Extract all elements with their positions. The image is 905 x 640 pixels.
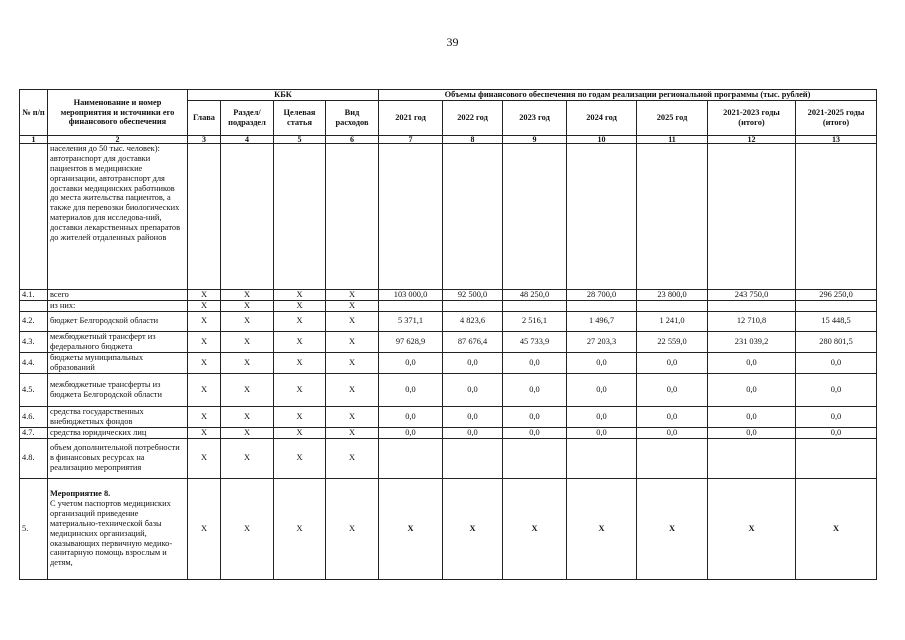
header-year-col: 2023 год bbox=[503, 100, 567, 135]
empty-cell bbox=[796, 143, 877, 289]
value-cell bbox=[567, 438, 637, 478]
empty-cell bbox=[637, 143, 708, 289]
kbk-cell: Х bbox=[221, 300, 274, 311]
row-name: средства юридических лиц bbox=[48, 427, 188, 438]
value-cell: 0,0 bbox=[503, 352, 567, 373]
value-cell bbox=[708, 300, 796, 311]
value-cell: 103 000,0 bbox=[379, 289, 443, 300]
kbk-cell: Х bbox=[274, 300, 326, 311]
value-cell: 296 250,0 bbox=[796, 289, 877, 300]
kbk-cell: Х bbox=[188, 478, 221, 579]
header-kbk-col: Целевая статья bbox=[274, 100, 326, 135]
measure-8-text: С учетом паспортов медицинских организаций приведение материально-технической базы медицинских организаций, оказывающих первичную медико-санитарную помощь взрослым и детям, bbox=[50, 498, 173, 568]
value-cell: Х bbox=[637, 478, 708, 579]
value-cell bbox=[637, 438, 708, 478]
header-volumes: Объемы финансового обеспечения по годам реализации региональной программы (тыс. рублей) bbox=[379, 90, 877, 101]
kbk-cell: Х bbox=[326, 406, 379, 427]
row-num: 4.8. bbox=[20, 438, 48, 478]
column-number: 3 bbox=[188, 135, 221, 143]
table-row bbox=[20, 406, 877, 427]
kbk-cell: Х bbox=[326, 289, 379, 300]
value-cell: 27 203,3 bbox=[567, 331, 637, 352]
value-cell: 15 448,5 bbox=[796, 311, 877, 331]
measure-8-title: Мероприятие 8. bbox=[50, 489, 111, 498]
column-number: 8 bbox=[443, 135, 503, 143]
value-cell: 0,0 bbox=[796, 427, 877, 438]
value-cell: 0,0 bbox=[567, 352, 637, 373]
value-cell: 48 250,0 bbox=[503, 289, 567, 300]
value-cell: 1 241,0 bbox=[637, 311, 708, 331]
value-cell: 0,0 bbox=[637, 373, 708, 406]
value-cell: 0,0 bbox=[567, 427, 637, 438]
value-cell: 92 500,0 bbox=[443, 289, 503, 300]
value-cell: 0,0 bbox=[796, 373, 877, 406]
value-cell: 1 496,7 bbox=[567, 311, 637, 331]
value-cell: Х bbox=[708, 478, 796, 579]
value-cell: 0,0 bbox=[443, 373, 503, 406]
kbk-cell: Х bbox=[326, 373, 379, 406]
empty-cell bbox=[188, 143, 221, 289]
value-cell: 28 700,0 bbox=[567, 289, 637, 300]
empty-cell bbox=[567, 143, 637, 289]
value-cell bbox=[379, 438, 443, 478]
value-cell: 2 516,1 bbox=[503, 311, 567, 331]
kbk-cell: Х bbox=[326, 300, 379, 311]
column-number: 13 bbox=[796, 135, 877, 143]
empty-cell bbox=[503, 143, 567, 289]
value-cell: 0,0 bbox=[503, 427, 567, 438]
row-num: 4.1. bbox=[20, 289, 48, 300]
header-kbk-col: Глава bbox=[188, 100, 221, 135]
column-number: 4 bbox=[221, 135, 274, 143]
measure-8-description bbox=[48, 478, 188, 579]
kbk-cell: Х bbox=[326, 311, 379, 331]
row-name: бюджет Белгородской области bbox=[48, 311, 188, 331]
value-cell: 22 559,0 bbox=[637, 331, 708, 352]
column-number: 9 bbox=[503, 135, 567, 143]
kbk-cell: Х bbox=[326, 438, 379, 478]
header-num: № п/п bbox=[20, 90, 48, 136]
column-number: 5 bbox=[274, 135, 326, 143]
header-year-col: 2025 год bbox=[637, 100, 708, 135]
header-kbk-col: Раздел/ подраздел bbox=[221, 100, 274, 135]
value-cell: 0,0 bbox=[637, 352, 708, 373]
kbk-cell: Х bbox=[188, 300, 221, 311]
column-number: 10 bbox=[567, 135, 637, 143]
kbk-cell: Х bbox=[188, 352, 221, 373]
value-cell: 87 676,4 bbox=[443, 331, 503, 352]
row-num: 4.7. bbox=[20, 427, 48, 438]
value-cell: Х bbox=[443, 478, 503, 579]
row-num: 4.3. bbox=[20, 331, 48, 352]
header-year-col: 2021-2023 годы (итого) bbox=[708, 100, 796, 135]
column-number: 2 bbox=[48, 135, 188, 143]
value-cell: 0,0 bbox=[708, 406, 796, 427]
value-cell bbox=[503, 438, 567, 478]
kbk-cell: Х bbox=[274, 427, 326, 438]
value-cell: 97 628,9 bbox=[379, 331, 443, 352]
row-name: межбюджетный трансферт из федерального бюджета bbox=[48, 331, 188, 352]
value-cell: 5 371,1 bbox=[379, 311, 443, 331]
value-cell: 0,0 bbox=[379, 427, 443, 438]
table-row bbox=[20, 373, 877, 406]
value-cell bbox=[567, 300, 637, 311]
kbk-cell: Х bbox=[188, 373, 221, 406]
numbering-row bbox=[20, 135, 877, 143]
value-cell bbox=[796, 438, 877, 478]
kbk-cell: Х bbox=[221, 478, 274, 579]
row-num: 4.4. bbox=[20, 352, 48, 373]
table-row bbox=[20, 352, 877, 373]
kbk-cell: Х bbox=[221, 406, 274, 427]
value-cell: 243 750,0 bbox=[708, 289, 796, 300]
header-year-col: 2021 год bbox=[379, 100, 443, 135]
row-num: 4.5. bbox=[20, 373, 48, 406]
kbk-cell: Х bbox=[221, 352, 274, 373]
value-cell: 0,0 bbox=[503, 406, 567, 427]
table-row bbox=[20, 289, 877, 300]
value-cell: 0,0 bbox=[637, 406, 708, 427]
column-number: 11 bbox=[637, 135, 708, 143]
column-number: 12 bbox=[708, 135, 796, 143]
value-cell: 280 801,5 bbox=[796, 331, 877, 352]
header-kbk: КБК bbox=[188, 90, 379, 101]
kbk-cell: Х bbox=[188, 438, 221, 478]
value-cell: Х bbox=[567, 478, 637, 579]
kbk-cell: Х bbox=[326, 352, 379, 373]
kbk-cell: Х bbox=[221, 331, 274, 352]
kbk-cell: Х bbox=[274, 331, 326, 352]
table-row bbox=[20, 427, 877, 438]
value-cell: 0,0 bbox=[708, 427, 796, 438]
row-name: объем дополнительной потребности в финансовых ресурсах на реализацию мероприятия bbox=[48, 438, 188, 478]
value-cell: 0,0 bbox=[503, 373, 567, 406]
value-cell bbox=[796, 300, 877, 311]
value-cell: 45 733,9 bbox=[503, 331, 567, 352]
measure-8-row bbox=[20, 478, 877, 579]
header-row-group bbox=[20, 90, 877, 101]
kbk-cell: Х bbox=[274, 373, 326, 406]
table-row bbox=[20, 300, 877, 311]
row-num: 5. bbox=[20, 478, 48, 579]
continuation-row bbox=[20, 143, 877, 289]
value-cell: 0,0 bbox=[796, 352, 877, 373]
value-cell: 4 823,6 bbox=[443, 311, 503, 331]
kbk-cell: Х bbox=[326, 331, 379, 352]
kbk-cell: Х bbox=[274, 311, 326, 331]
value-cell bbox=[503, 300, 567, 311]
row-num bbox=[20, 143, 48, 289]
kbk-cell: Х bbox=[274, 406, 326, 427]
page-number: 39 bbox=[446, 35, 459, 49]
column-number: 1 bbox=[20, 135, 48, 143]
kbk-cell: Х bbox=[326, 427, 379, 438]
value-cell: 0,0 bbox=[379, 373, 443, 406]
value-cell: 23 800,0 bbox=[637, 289, 708, 300]
column-number: 7 bbox=[379, 135, 443, 143]
value-cell: 231 039,2 bbox=[708, 331, 796, 352]
value-cell bbox=[379, 300, 443, 311]
value-cell: 0,0 bbox=[379, 406, 443, 427]
row-num: 4.6. bbox=[20, 406, 48, 427]
kbk-cell: Х bbox=[188, 311, 221, 331]
header-year-col: 2024 год bbox=[567, 100, 637, 135]
value-cell: 0,0 bbox=[567, 406, 637, 427]
value-cell: Х bbox=[503, 478, 567, 579]
value-cell: 0,0 bbox=[379, 352, 443, 373]
value-cell bbox=[443, 438, 503, 478]
financing-table bbox=[19, 89, 877, 580]
value-cell bbox=[708, 438, 796, 478]
kbk-cell: Х bbox=[188, 289, 221, 300]
row-num bbox=[20, 300, 48, 311]
value-cell: 0,0 bbox=[567, 373, 637, 406]
header-year-col: 2022 год bbox=[443, 100, 503, 135]
table-row bbox=[20, 331, 877, 352]
value-cell: 0,0 bbox=[708, 373, 796, 406]
header-name: Наименование и номер мероприятия и источники его финансового обеспечения bbox=[48, 90, 188, 136]
kbk-cell: Х bbox=[188, 406, 221, 427]
table-row bbox=[20, 438, 877, 478]
value-cell: 0,0 bbox=[443, 352, 503, 373]
empty-cell bbox=[221, 143, 274, 289]
kbk-cell: Х bbox=[188, 427, 221, 438]
kbk-cell: Х bbox=[221, 427, 274, 438]
value-cell: 0,0 bbox=[443, 406, 503, 427]
empty-cell bbox=[708, 143, 796, 289]
kbk-cell: Х bbox=[274, 289, 326, 300]
empty-cell bbox=[379, 143, 443, 289]
value-cell: Х bbox=[796, 478, 877, 579]
header-kbk-col: Вид расходов bbox=[326, 100, 379, 135]
row-num: 4.2. bbox=[20, 311, 48, 331]
value-cell bbox=[637, 300, 708, 311]
value-cell: Х bbox=[379, 478, 443, 579]
empty-cell bbox=[326, 143, 379, 289]
kbk-cell: Х bbox=[274, 438, 326, 478]
kbk-cell: Х bbox=[188, 331, 221, 352]
kbk-cell: Х bbox=[274, 478, 326, 579]
kbk-cell: Х bbox=[326, 478, 379, 579]
kbk-cell: Х bbox=[221, 289, 274, 300]
empty-cell bbox=[443, 143, 503, 289]
row-name: средства государственных внебюджетных фондов bbox=[48, 406, 188, 427]
row-name: из них: bbox=[48, 300, 188, 311]
kbk-cell: Х bbox=[221, 373, 274, 406]
continuation-text: населения до 50 тыс. человек): автотранспорт для доставки пациентов в медицинские организации, автотранспорт для доставки медицинских работников до места жительства пациентов, а также для перевозки биологических материалов для исследова-ний, доставки лекарственных препаратов до жителей отдаленных районов bbox=[48, 143, 188, 289]
column-number: 6 bbox=[326, 135, 379, 143]
row-name: бюджеты муниципальных образований bbox=[48, 352, 188, 373]
kbk-cell: Х bbox=[274, 352, 326, 373]
empty-cell bbox=[274, 143, 326, 289]
row-name: межбюджетные трансферты из бюджета Белгородской области bbox=[48, 373, 188, 406]
table-row bbox=[20, 311, 877, 331]
value-cell: 0,0 bbox=[637, 427, 708, 438]
value-cell: 0,0 bbox=[443, 427, 503, 438]
kbk-cell: Х bbox=[221, 311, 274, 331]
value-cell bbox=[443, 300, 503, 311]
value-cell: 0,0 bbox=[796, 406, 877, 427]
kbk-cell: Х bbox=[221, 438, 274, 478]
value-cell: 12 710,8 bbox=[708, 311, 796, 331]
value-cell: 0,0 bbox=[708, 352, 796, 373]
header-year-col: 2021-2025 годы (итого) bbox=[796, 100, 877, 135]
row-name: всего bbox=[48, 289, 188, 300]
